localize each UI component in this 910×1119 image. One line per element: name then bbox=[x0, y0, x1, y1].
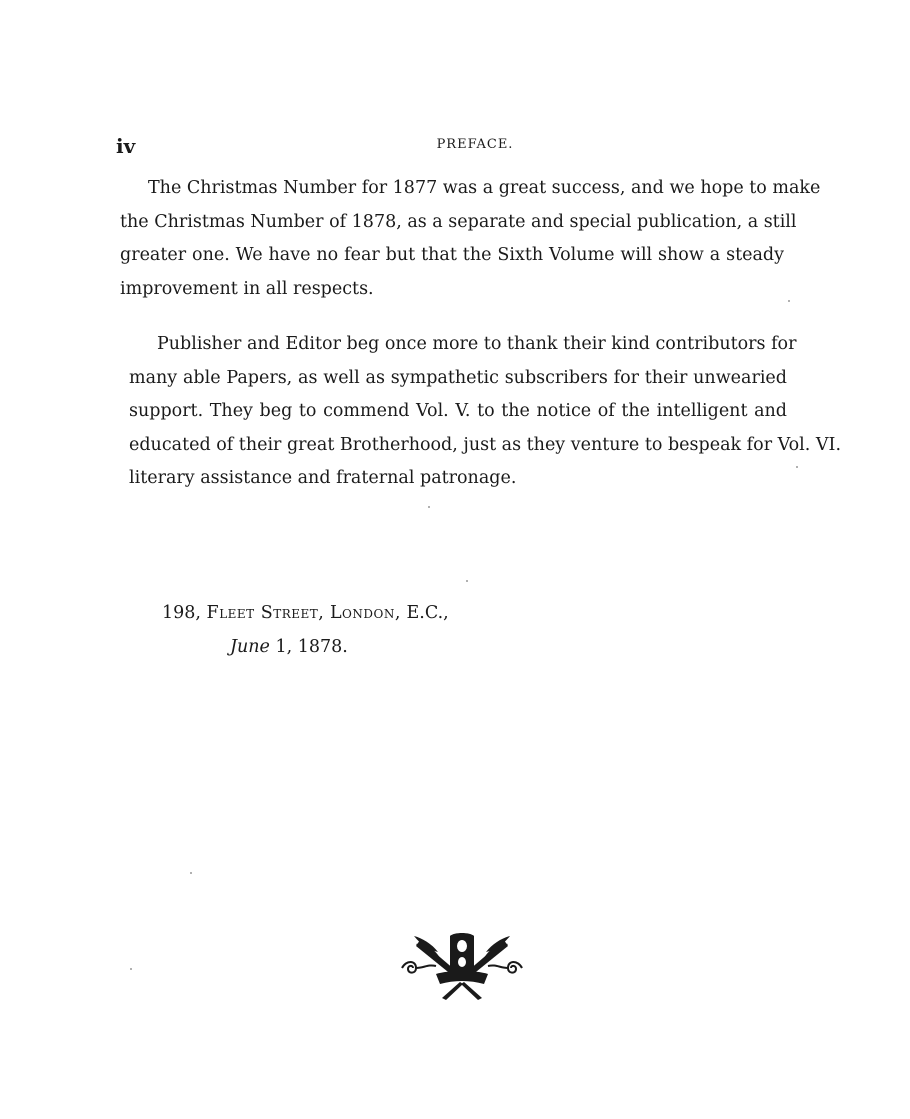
paragraph-2 bbox=[129, 328, 842, 496]
address-number: 198, bbox=[162, 603, 201, 623]
paper-speck bbox=[190, 872, 192, 874]
paragraph-1 bbox=[120, 172, 821, 306]
paper-speck bbox=[788, 300, 790, 302]
paragraph-2-line: literary assistance and fraternal patronage. bbox=[129, 468, 517, 488]
address-postcode: E.C., bbox=[406, 603, 449, 623]
quill-ornament-icon bbox=[398, 930, 526, 1000]
paragraph-1-line: improvement in all respects. bbox=[120, 278, 374, 299]
page-number: iv bbox=[116, 134, 136, 158]
paragraph-2-line: many able Papers, as well as sympathetic subscribers for their unwearied bbox=[129, 367, 787, 388]
paragraph-2-line: educated of their great Brotherhood, just as they venture to bespeak for Vol. VI. bbox=[129, 434, 842, 455]
paper-speck bbox=[796, 466, 798, 468]
address-city: London, bbox=[329, 603, 401, 623]
running-title: PREFACE. bbox=[436, 137, 514, 152]
paper-speck bbox=[130, 968, 132, 970]
signature-date bbox=[230, 637, 348, 657]
paragraph-1-line: The Christmas Number for 1877 was a great success, and we hope to make bbox=[148, 178, 821, 198]
paragraph-1-line: the Christmas Number of 1878, as a separate and special publication, a still bbox=[120, 211, 797, 232]
paragraph-2-line: Publisher and Editor beg once more to thank their kind contributors for bbox=[157, 334, 797, 354]
date-month: June bbox=[230, 637, 270, 657]
paragraph-1-line: greater one. We have no fear but that the Sixth Volume will show a steady bbox=[120, 245, 784, 265]
paragraph-2-line: support. They beg to commend Vol. V. to the notice of the intelligent and bbox=[129, 401, 787, 421]
date-day-year: 1, 1878. bbox=[275, 637, 348, 657]
paper-speck bbox=[428, 506, 430, 508]
signature-address bbox=[162, 603, 449, 623]
address-street: Fleet Street, bbox=[206, 603, 325, 623]
paper-speck bbox=[466, 580, 468, 582]
